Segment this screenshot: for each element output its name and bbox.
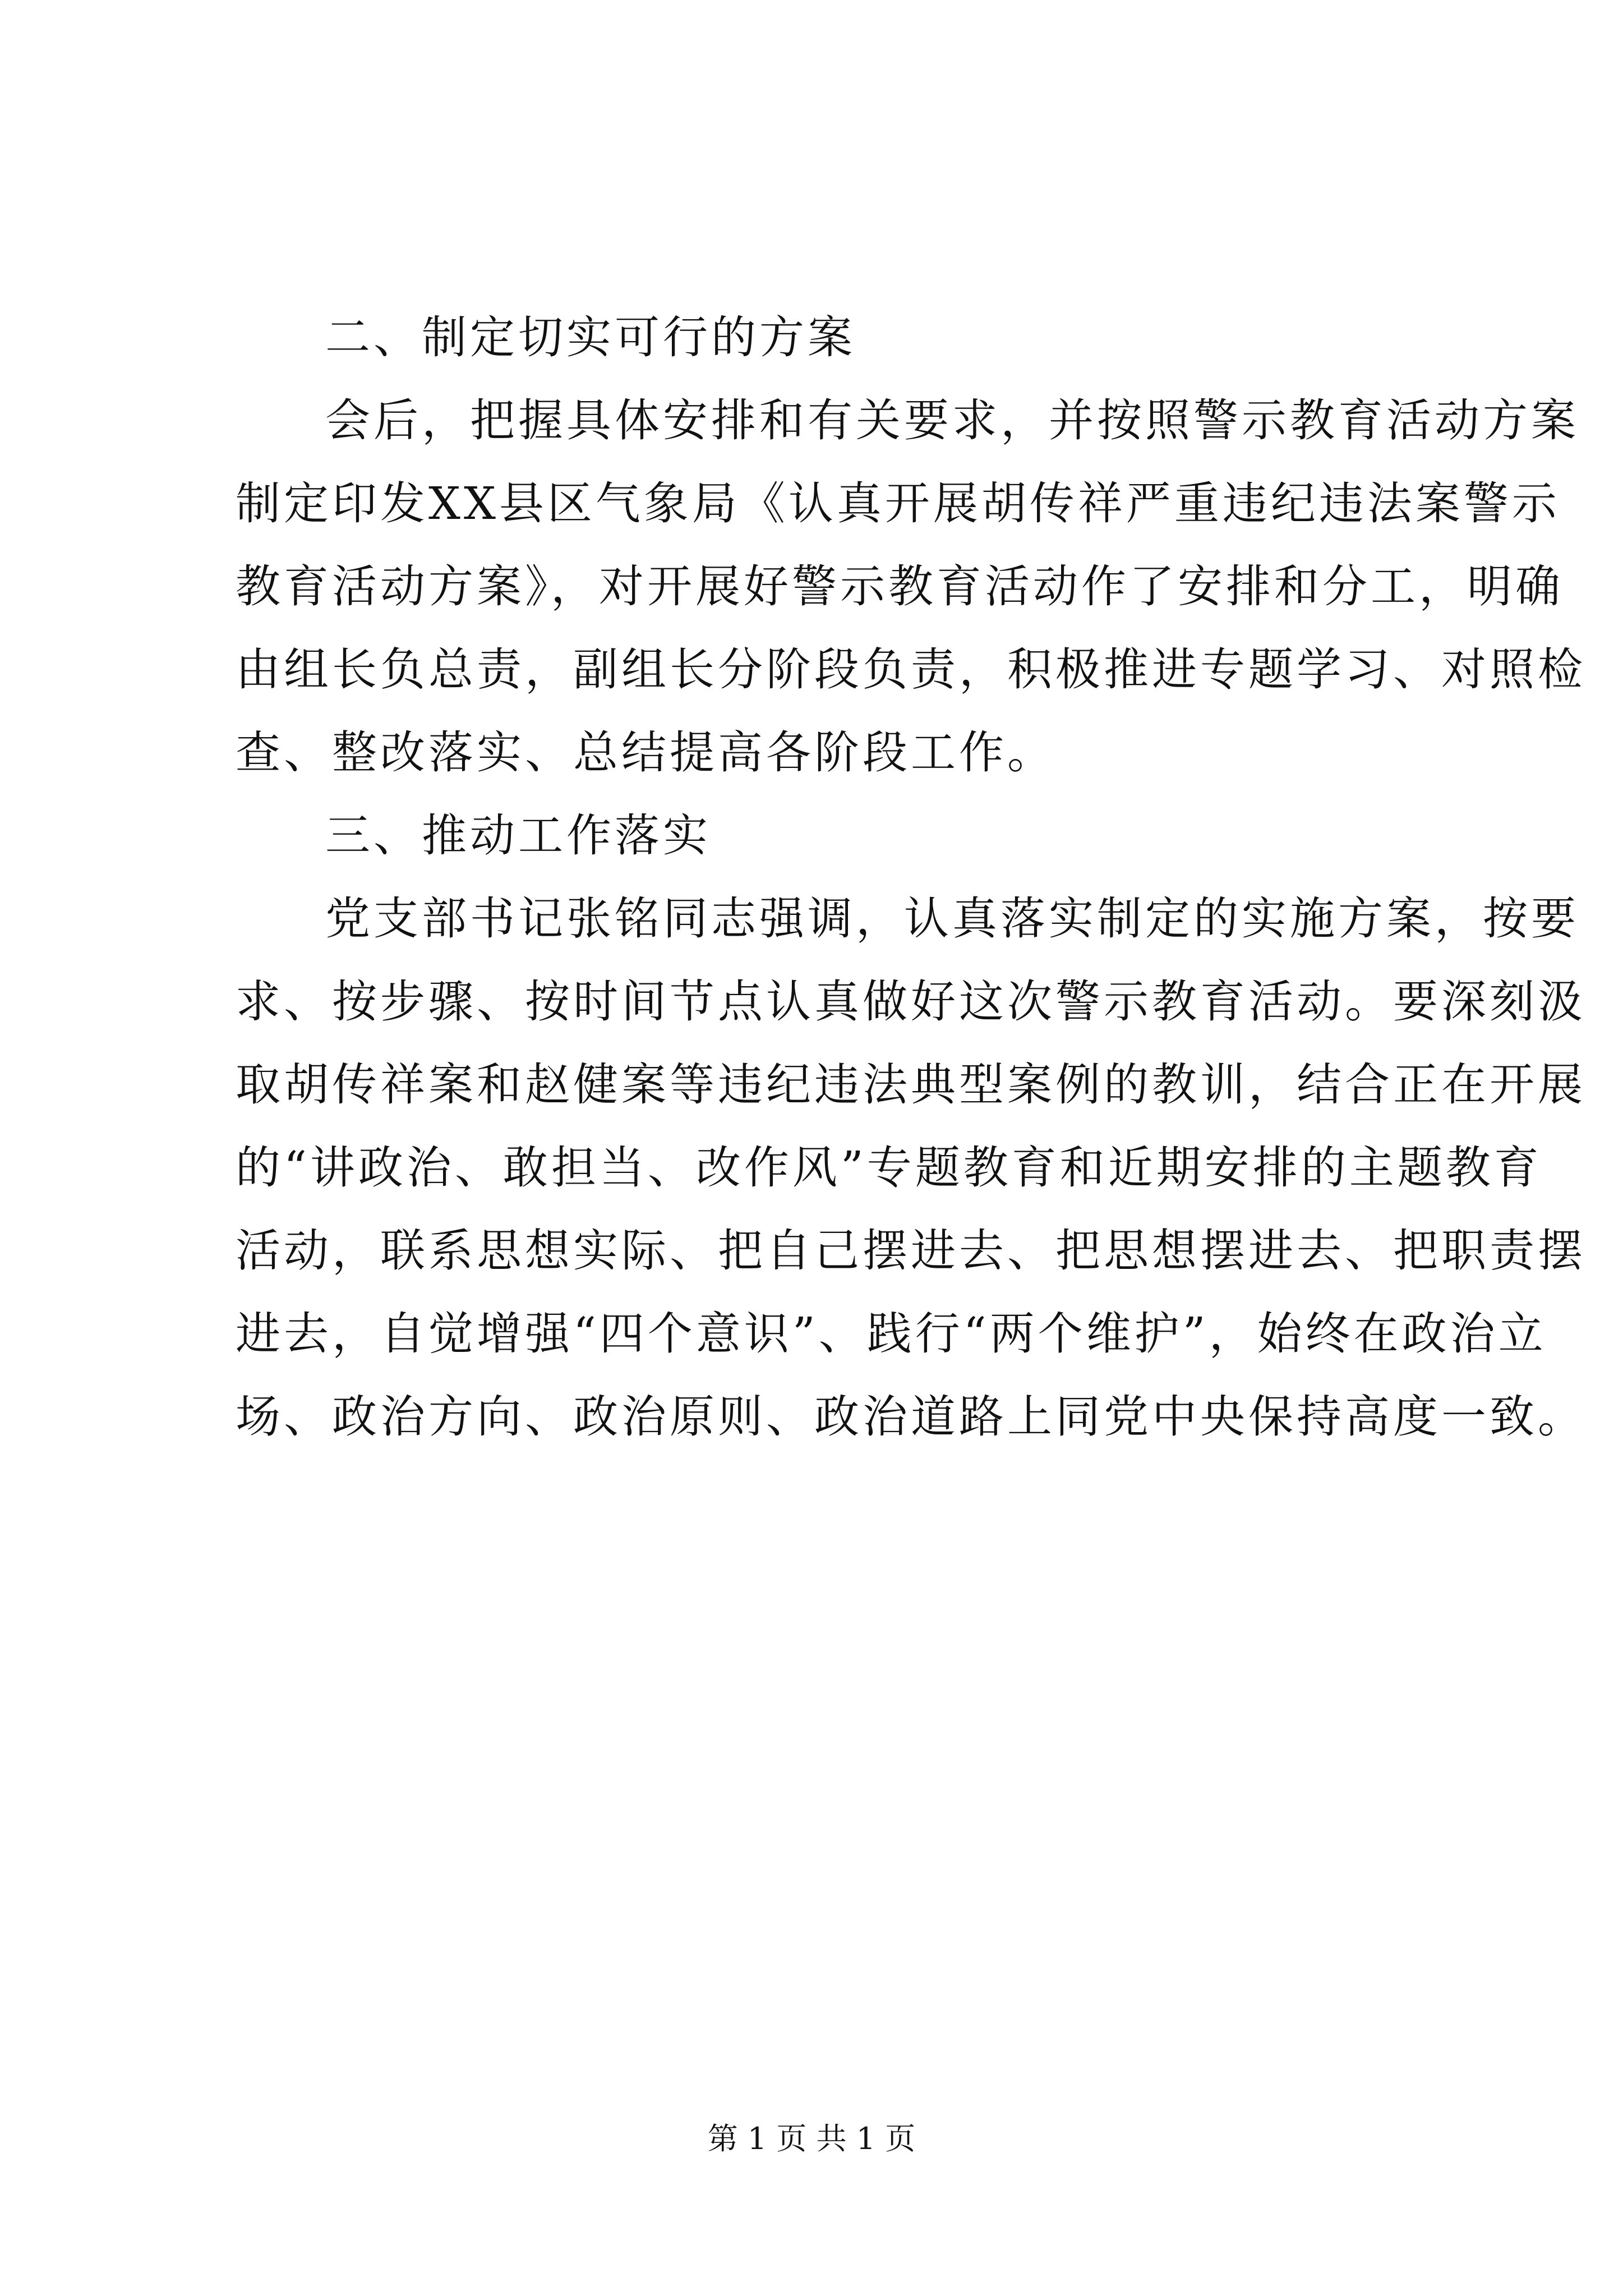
paragraph-line: 场、政治方向、政治原则、政治道路上同党中央保持高度一致。 [236,1391,1586,1443]
paragraph-line: 进去，自觉增强“四个意识”、践行“两个维护”，始终在政治立 [236,1308,1547,1360]
paragraph-line: 取胡传祥案和赵健案等违纪违法典型案例的教训，结合正在开展 [236,1059,1586,1111]
document-body [236,296,1586,1458]
paragraph-line: 求、按步骤、按时间节点认真做好这次警示教育活动。要深刻汲 [236,976,1586,1028]
paragraph-line: 查、整改落实、总结提高各阶段工作。 [236,726,1055,779]
paragraph-line: 教育活动方案》，对开展好警示教育活动作了安排和分工，明确 [236,560,1564,613]
section-heading-2: 二、制定切实可行的方案 [325,311,856,364]
paragraph-line: 活动，联系思想实际、把自己摆进去、把思想摆进去、把职责摆 [236,1225,1586,1277]
page-number-label: 第 1 页 共 1 页 [707,2121,916,2156]
paragraph-line: 党支部书记张铭同志强调，认真落实制定的实施方案，按要 [325,892,1579,945]
paragraph-line: 会后，把握具体安排和有关要求，并按照警示教育活动方案 [325,394,1579,447]
paragraph-line: 由组长负总责，副组长分阶段负责，积极推进专题学习、对照检 [236,643,1586,696]
section-heading-3: 三、推动工作落实 [325,809,711,862]
page-footer [0,2119,1623,2159]
paragraph-line: 的“讲政治、敢担当、改作风”专题教育和近期安排的主题教育 [236,1142,1542,1194]
paragraph-line: 制定印发XX县区气象局《认真开展胡传祥严重违纪违法案警示 [236,477,1560,530]
